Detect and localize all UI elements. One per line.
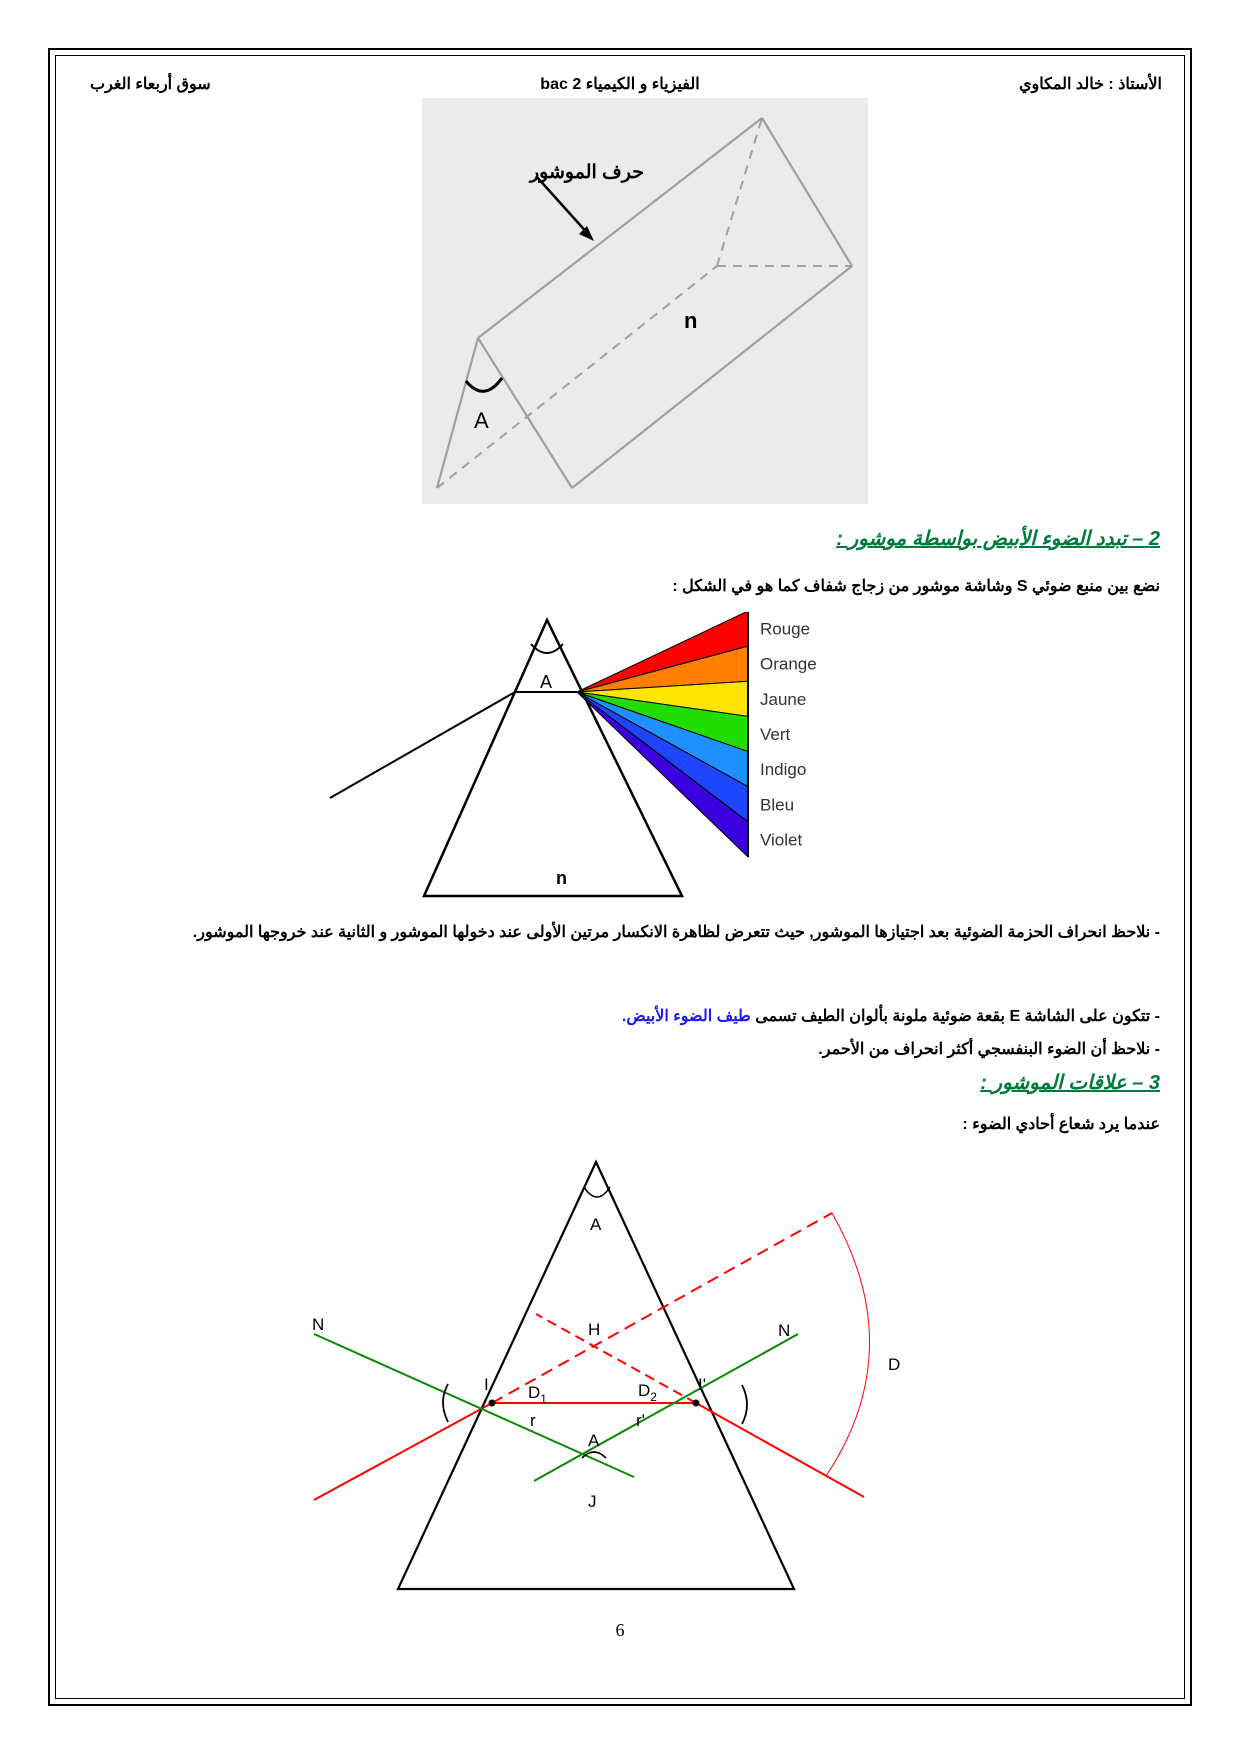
section2-title: 2 – تبدد الضوء الأبيض بواسطة موشور : bbox=[836, 528, 1160, 550]
point-j-label: J bbox=[588, 1492, 597, 1511]
spectrum-label-vert: Vert bbox=[760, 725, 791, 744]
incident-ray bbox=[314, 1403, 492, 1500]
d2-subscript: 2 bbox=[650, 1390, 657, 1404]
normal-right bbox=[534, 1334, 798, 1481]
incidence-arc bbox=[443, 1384, 448, 1422]
index-label-n: n bbox=[684, 308, 698, 333]
header-teacher: الأستاذ : خالد المكاوي bbox=[1018, 76, 1162, 93]
spectrum-label-orange: Orange bbox=[760, 654, 817, 674]
deviation-arc bbox=[826, 1213, 870, 1476]
prism-edge-label: حرف الموشور bbox=[530, 162, 644, 183]
normal-left-label: N bbox=[312, 1315, 325, 1334]
section2-intro: نضع بين منبع ضوئي S وشاشة موشور من زجاج شفاف كما هو في الشكل : bbox=[672, 578, 1160, 595]
normal-right-label: N bbox=[778, 1321, 791, 1340]
incident-extension bbox=[492, 1213, 832, 1403]
point-i-dot bbox=[489, 1400, 496, 1407]
d1-main: D bbox=[528, 1383, 541, 1402]
point-i2-label: I' bbox=[698, 1375, 706, 1394]
d2-main: D bbox=[638, 1381, 651, 1400]
header-location: سوق أربعاء الغرب bbox=[90, 76, 211, 93]
spectrum-label-violet: Violet bbox=[760, 830, 803, 850]
observation-1: - نلاحظ انحراف الحزمة الضوئية بعد اجتيازها الموشور, حيث تتعرض لظاهرة الانكسار مرتين الأولى عند دخولها الموشور و الثانية عند خروجها الموشور. bbox=[192, 924, 1160, 941]
point-i2-dot bbox=[693, 1400, 700, 1407]
section3-title: 3 – علاقات الموشور : bbox=[980, 1072, 1160, 1094]
apex-angle-label: A bbox=[590, 1215, 602, 1234]
point-h-label: H bbox=[588, 1320, 601, 1339]
d1-subscript: 1 bbox=[540, 1392, 547, 1406]
r-label: r bbox=[530, 1411, 536, 1430]
dispersion-figure bbox=[320, 612, 940, 908]
point-i-label: I bbox=[484, 1375, 489, 1394]
inner-angle-label: A bbox=[588, 1431, 600, 1450]
header-subject: الفيزياء و الكيمياء 2 bac bbox=[540, 76, 700, 93]
spectrum-label-rouge: Rouge bbox=[760, 619, 811, 639]
emergence-arc bbox=[742, 1385, 747, 1424]
emergent-ray bbox=[696, 1403, 864, 1497]
spectrum-label-jaune: Jaune bbox=[760, 689, 807, 709]
spectrum-label-indigo: Indigo bbox=[760, 760, 807, 780]
prism-3d-figure bbox=[422, 98, 868, 504]
dispersion-angle-label: A bbox=[540, 672, 553, 692]
prism-relations-figure bbox=[300, 1150, 940, 1600]
deviation-label: D bbox=[888, 1355, 901, 1374]
observation-3: - نلاحظ أن الضوء البنفسجي أكثر انحراف من الأحمر. bbox=[818, 1041, 1160, 1058]
dispersion-index-label: n bbox=[556, 868, 567, 888]
angle-label-a: A bbox=[474, 408, 489, 433]
page-number: 6 bbox=[615, 1620, 625, 1640]
incident-ray bbox=[330, 692, 515, 798]
apex-arc bbox=[584, 1187, 610, 1197]
spectrum-labels bbox=[760, 620, 817, 850]
figure-background bbox=[422, 98, 868, 504]
spectrum-label-bleu: Bleu bbox=[760, 795, 795, 815]
r2-label: r' bbox=[636, 1411, 645, 1430]
observation-2-text: - تتكون على الشاشة E بقعة ضوئية ملونة بألوان الطيف تسمى bbox=[750, 1008, 1160, 1025]
d2-label bbox=[638, 1381, 657, 1404]
observation-2 bbox=[86, 1000, 1160, 1033]
section3-intro: عندما يرد شعاع أحادي الضوء : bbox=[962, 1116, 1160, 1133]
white-light-spectrum-term: طيف الضوء الأبيض. bbox=[621, 1008, 751, 1025]
